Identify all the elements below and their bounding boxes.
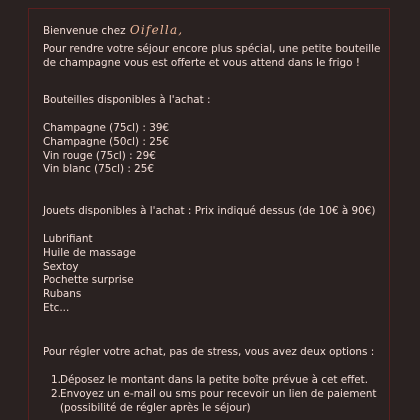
list-item: Champagne (50cl) : 25€ <box>43 135 170 148</box>
bottles-title: Bouteilles disponibles à l'achat : <box>43 94 211 106</box>
list-item: Huile de massage <box>43 246 136 259</box>
list-item: Sextoy <box>43 260 79 273</box>
list-item: Vin rouge (75cl) : 29€ <box>43 149 156 162</box>
list-item: Pochette surprise <box>43 274 134 287</box>
list-item: Lubrifiant <box>43 233 93 245</box>
list-item: Rubans <box>43 288 82 301</box>
host-signature: Oifella, <box>129 23 184 37</box>
option-number: 1. <box>51 374 61 386</box>
list-item: Etc... <box>43 301 70 314</box>
toys-list <box>43 233 136 316</box>
option-text: Envoyez un e-mail ou sms pour recevoir un lien de paiement <box>60 387 377 400</box>
list-item: Vin blanc (75cl) : 25€ <box>43 163 154 176</box>
payment-option <box>51 388 377 416</box>
greeting-line <box>43 24 183 39</box>
list-item: Champagne (75cl) : 39€ <box>43 122 170 134</box>
payment-option <box>51 374 377 388</box>
payment-options <box>51 374 377 415</box>
option-text: Déposez le montant dans la petite boîte prévue à cet effet. <box>60 374 369 386</box>
greeting-text: Bienvenue chez <box>43 25 126 37</box>
option-continuation: (possibilité de régler après le séjour) <box>60 401 251 414</box>
option-number: 2. <box>51 387 61 400</box>
intro-paragraph: Pour rendre votre séjour encore plus spécial, une petite bouteille de champagne vous est offerte et vous attend dans le frigo ! <box>43 43 381 69</box>
toys-title: Jouets disponibles à l'achat : Prix indiqué dessus (de 10€ à 90€) <box>43 205 376 217</box>
bow-ornament-icon <box>189 0 229 4</box>
bottles-list <box>43 122 169 177</box>
payment-title: Pour régler votre achat, pas de stress, vous avez deux options : <box>43 346 375 358</box>
